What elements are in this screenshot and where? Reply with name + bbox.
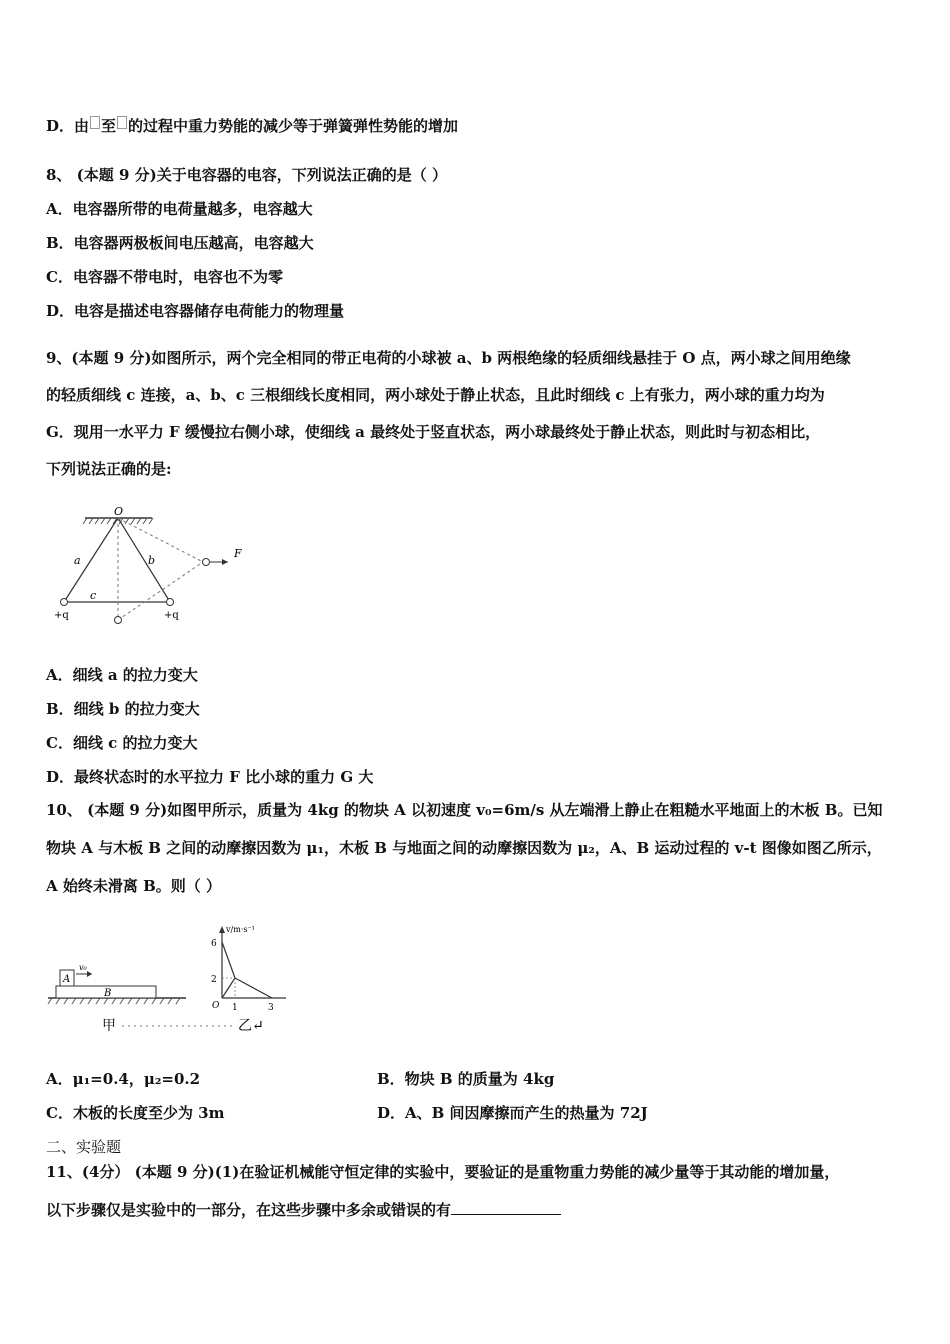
q8-option-a: A．电容器所带的电荷量越多，电容越大 — [46, 200, 313, 218]
x-tick-3: 3 — [268, 1003, 274, 1013]
q10-stem-line3: A 始终未滑离 B。则（ ） — [46, 877, 221, 895]
q9-figure — [50, 500, 250, 630]
answer-blank[interactable] — [451, 1200, 561, 1215]
q8-option-b: B．电容器两极板间电压越高，电容越大 — [46, 234, 314, 252]
x-tick-1: 1 — [232, 1003, 238, 1013]
label-c: c — [90, 589, 97, 602]
q9-option-d: D．最终状态时的水平拉力 F 比小球的重力 G 大 — [46, 768, 374, 786]
q7-d-mid: 至 — [101, 117, 117, 135]
label-q-right: +q — [164, 610, 179, 621]
q9-option-b: B．细线 b 的拉力变大 — [46, 700, 200, 718]
q10-option-d: D．A、B 间因摩擦而产生的热量为 72J — [377, 1104, 648, 1122]
q7-d-suffix: 的过程中重力势能的减少等于弹簧弹性势能的增加 — [128, 117, 459, 135]
q7-d-prefix: D．由 — [46, 117, 90, 135]
q10-stem-line1: 10、 (本题 9 分)如图甲所示，质量为 4kg 的物块 A 以初速度 v₀=6m/s 从左端滑上静止在粗糙水平地面上的木板 B。已知 — [46, 801, 883, 819]
q11-stem-line2 — [46, 1200, 561, 1220]
label-a: a — [74, 554, 81, 567]
block-a-label: A — [63, 974, 71, 985]
q9-option-c: C．细线 c 的拉力变大 — [46, 734, 198, 752]
missing-glyph-icon — [90, 116, 100, 129]
q8-option-c: C．电容器不带电时，电容也不为零 — [46, 268, 283, 286]
q9-stem-line4: 下列说法正确的是: — [46, 460, 172, 478]
y-tick-2: 2 — [211, 975, 217, 985]
q10-stem-line2: 物块 A 与木板 B 之间的动摩擦因数为 μ₁，木板 B 与地面之间的动摩擦因数为 μ₂，A、B 运动过程的 v-t 图像如图乙所示， — [46, 839, 882, 857]
y-tick-6: 6 — [211, 939, 217, 949]
label-f: F — [234, 547, 242, 560]
origin-label: O — [212, 1001, 220, 1011]
q11-stem-line1: 11、(4分） (本题 9 分)(1)在验证机械能守恒定律的实验中，要验证的是重物重力势能的减少量等于其动能的增加量， — [46, 1163, 840, 1181]
section-title: 二、实验题 — [46, 1138, 122, 1156]
q9-stem-line1: 9、(本题 9 分)如图所示，两个完全相同的带正电荷的小球被 a、b 两根绝缘的轻质细线悬挂于 O 点，两小球之间用绝缘 — [46, 349, 851, 367]
q11-line2-text: 以下步骤仅是实验中的一部分，在这些步骤中多余或错误的有 — [46, 1201, 452, 1219]
q9-stem-line3: G．现用一水平力 F 缓慢拉右侧小球，使细线 a 最终处于竖直状态，两小球最终处于静止状态，则此时与初态相比， — [46, 423, 821, 441]
q7-option-d — [46, 116, 458, 136]
q10-option-b: B．物块 B 的质量为 4kg — [377, 1070, 555, 1088]
label-yi: 乙↵ — [238, 1018, 264, 1034]
q10-option-a: A．μ₁=0.4，μ₂=0.2 — [46, 1070, 201, 1088]
block-b-label: B — [104, 988, 112, 999]
q10-figure — [46, 920, 296, 1040]
axis-y-label: v/m·s⁻¹ — [226, 925, 255, 934]
q9-option-a: A．细线 a 的拉力变大 — [46, 666, 198, 684]
label-jia: 甲 — [102, 1018, 116, 1034]
missing-glyph-icon — [117, 116, 127, 129]
label-o: O — [114, 505, 124, 518]
q8-stem: 8、 (本题 9 分)关于电容器的电容，下列说法正确的是（ ） — [46, 166, 447, 184]
q10-option-c: C．木板的长度至少为 3m — [46, 1104, 225, 1122]
label-b: b — [148, 554, 156, 567]
q9-stem-line2: 的轻质细线 c 连接，a、b、c 三根细线长度相同，两小球处于静止状态，且此时细线 c 上有张力，两小球的重力均为 — [46, 386, 825, 404]
v0-label: v₀ — [79, 963, 87, 972]
label-q-left: +q — [54, 610, 69, 621]
q8-option-d: D．电容是描述电容器储存电荷能力的物理量 — [46, 302, 345, 320]
